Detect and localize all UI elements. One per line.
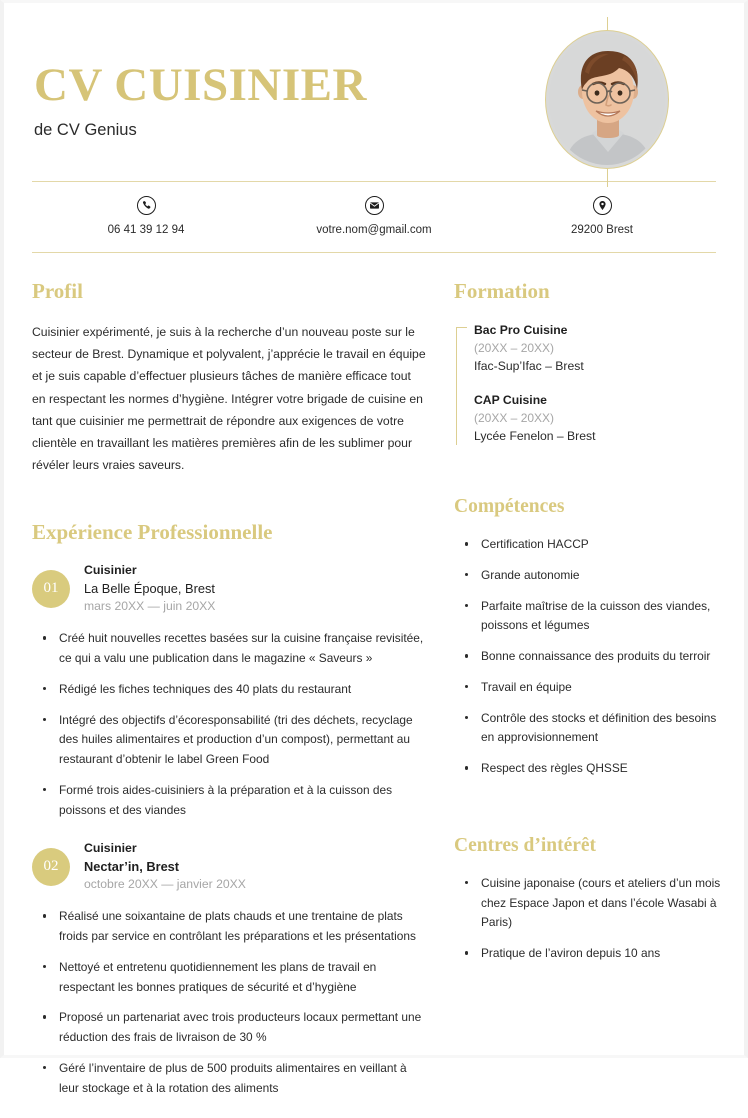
education-degree: CAP Cuisine: [474, 392, 547, 407]
list-item: Créé huit nouvelles recettes basées sur la cuisine française revisitée, ce qui a valu une publication dans le magazine « Saveurs »: [32, 629, 426, 669]
list-item: Grande autonomie: [454, 566, 722, 586]
list-item: Formé trois aides-cuisiniers à la préparation et à la cuisson des poissons et des viandes: [32, 781, 426, 821]
list-item: Contrôle des stocks et définition des besoins en approvisionnement: [454, 709, 722, 749]
list-item: Proposé un partenariat avec trois producteurs locaux permettant une réduction des frais de livraison de 30 %: [32, 1008, 426, 1048]
list-item: Respect des règles QHSSE: [454, 759, 722, 779]
experience-dates: mars 20XX — juin 20XX: [84, 599, 216, 614]
resume-header: [4, 3, 744, 181]
section-experience: [32, 520, 426, 1098]
education-item: [474, 391, 722, 446]
header-title-block: [34, 61, 367, 140]
contact-location-value: 29200 Brest: [570, 224, 633, 236]
list-item: Cuisine japonaise (cours et ateliers d’un mois chez Espace Japon et dans l’école Wasabi à Paris): [454, 874, 722, 933]
formation-tick-line: [456, 327, 467, 328]
avatar-image: [549, 34, 665, 165]
list-item: Rédigé les fiches techniques des 40 plats du restaurant: [32, 680, 426, 700]
profil-heading: Profil: [32, 279, 83, 303]
spacer: [32, 476, 426, 520]
experience-bullet-list: [32, 907, 426, 1098]
education-dates: (20XX – 20XX): [474, 410, 555, 425]
education-school: Lycée Fenelon – Brest: [474, 428, 596, 443]
resume-body: [4, 253, 744, 1118]
left-column: [32, 279, 426, 1118]
centres-interet-heading: Centres d’intérêt: [454, 834, 597, 856]
competences-list: [454, 535, 722, 779]
experience-heading: Expérience Professionnelle: [32, 520, 273, 545]
formation-rail-line: [456, 327, 457, 445]
centres-interet-list: [454, 874, 722, 964]
envelope-icon: [365, 196, 384, 215]
page-subtitle: de CV Genius: [34, 121, 137, 140]
contact-email-value: votre.nom@gmail.com: [316, 224, 432, 236]
list-item: Réalisé une soixantaine de plats chauds et une trentaine de plats froids par service en contrôlant les préparations et les présentations: [32, 907, 426, 947]
education-item: [474, 321, 722, 376]
list-item: Géré l’inventaire de plus de 500 produits alimentaires en veillant à leur stockage et à la rotation des aliments: [32, 1059, 426, 1099]
competences-heading: Compétences: [454, 496, 565, 518]
experience-item: [32, 840, 426, 1098]
list-item: Intégré des objectifs d’écoresponsabilité (tri des déchets, recyclage des huiles alimentaires et production d’un compost), permettant au restaurant d’obtenir le label Green Food: [32, 711, 426, 770]
profil-text: Cuisinier expérimenté, je suis à la recherche d’un nouveau poste sur le secteur de Brest. Dynamique et polyvalent, j’apprécie le travail en équipe et je suis capable d’effectuer plusieurs tâches de manière efficace tout en respectant les normes d’hygiène. Intégrer votre brigade de cuisine en tant que cuisinier me permettrait de répondre aux exigences de votre clientèle en travaillant les matières premières afin de les sublimer pour révéler leurs vraies saveurs.: [32, 325, 426, 473]
list-item: Travail en équipe: [454, 678, 722, 698]
education-dates: (20XX – 20XX): [474, 341, 555, 356]
experience-dates: octobre 20XX — janvier 20XX: [84, 876, 246, 891]
experience-item: [32, 562, 426, 820]
portrait-illustration: [549, 34, 665, 165]
list-item: Bonne connaissance des produits du terroir: [454, 647, 722, 667]
list-item: Certification HACCP: [454, 535, 722, 555]
list-item: Pratique de l’aviron depuis 10 ans: [454, 944, 722, 964]
right-column: [454, 279, 722, 1118]
formation-heading: Formation: [454, 279, 550, 303]
phone-icon: [137, 196, 156, 215]
experience-number-badge: 02: [32, 848, 70, 886]
formation-list: [454, 321, 722, 445]
spacer: [454, 460, 722, 496]
page-title: CV CUISINIER: [34, 59, 367, 111]
section-formation: [454, 279, 722, 445]
experience-bullet-list: [32, 629, 426, 820]
avatar: [545, 30, 669, 169]
contact-phone[interactable]: [32, 196, 260, 236]
experience-number-badge: 01: [32, 570, 70, 608]
experience-company: Nectar’in, Brest: [84, 858, 180, 874]
experience-role: Cuisinier: [84, 841, 137, 856]
section-profil: [32, 279, 426, 476]
experience-company: La Belle Époque, Brest: [84, 580, 215, 596]
experience-role: Cuisinier: [84, 563, 137, 578]
contact-bar: [4, 182, 744, 252]
section-centres-interet: [454, 835, 722, 964]
spacer: [454, 799, 722, 835]
list-item: Nettoyé et entretenu quotidiennement les plans de travail en respectant les bonnes pratiques de sécurité et d’hygiène: [32, 958, 426, 998]
experience-item-header: [32, 562, 426, 615]
experience-item-meta: [84, 562, 215, 615]
section-competences: [454, 496, 722, 779]
experience-item-header: [32, 840, 426, 893]
education-school: Ifac-Sup’Ifac – Brest: [474, 359, 584, 374]
contact-email[interactable]: [260, 196, 488, 236]
experience-item-meta: [84, 840, 246, 893]
education-degree: Bac Pro Cuisine: [474, 323, 568, 337]
list-item: Parfaite maîtrise de la cuisson des viandes, poissons et légumes: [454, 597, 722, 637]
contact-location[interactable]: [488, 196, 716, 236]
location-pin-icon: [593, 196, 612, 215]
contact-phone-value: 06 41 39 12 94: [107, 224, 185, 236]
